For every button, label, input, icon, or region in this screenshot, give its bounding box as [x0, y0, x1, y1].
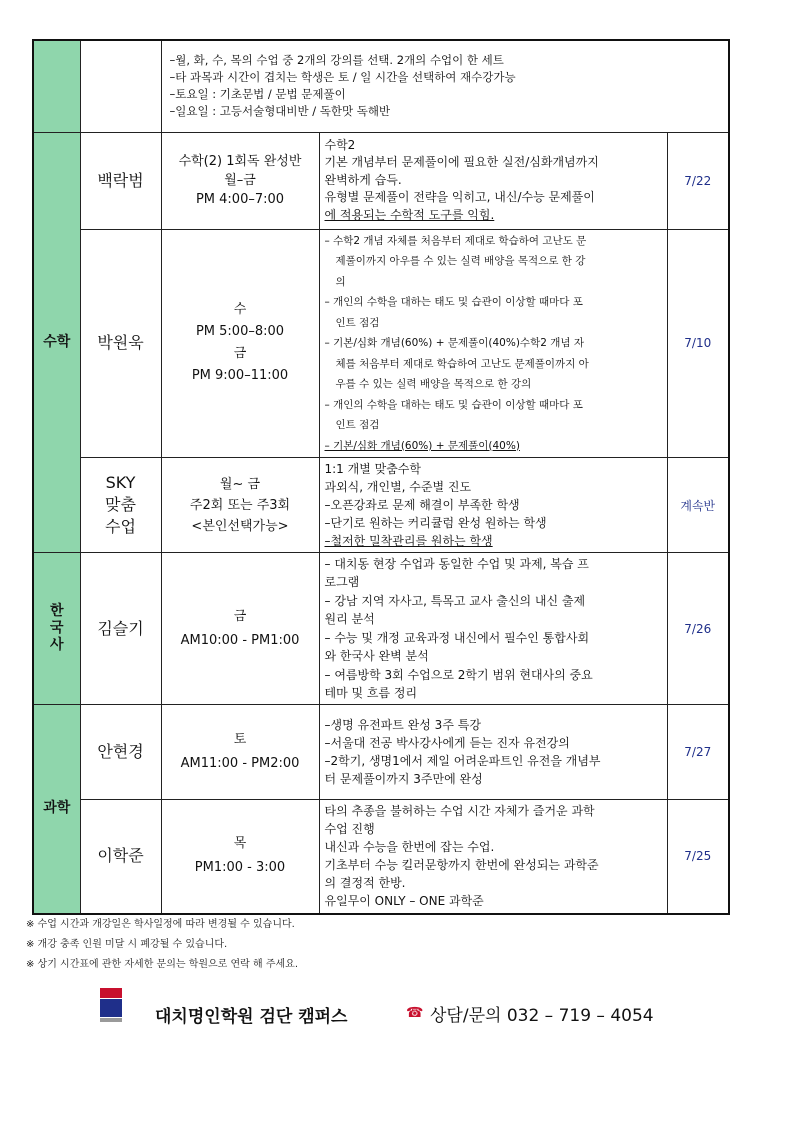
schedule-line: 금: [233, 608, 247, 624]
description-line: 테마 및 흐름 정리: [324, 686, 418, 700]
schedule-line: 토: [233, 732, 247, 747]
description-line: 수업 진행: [324, 822, 375, 837]
schedule-line: 수: [233, 302, 247, 318]
intro-line: –토요일 : 기초문법 / 문법 문제풀이: [169, 87, 346, 102]
description-line: 체를 처음부터 제대로 학습하여 고난도 문제풀이까지 아: [335, 357, 589, 370]
description-line: –서울대 전공 박사강사에게 듣는 진자 유전강의: [324, 736, 570, 750]
start-date: 7/26: [667, 553, 729, 705]
schedule-line: 월–금: [224, 173, 256, 188]
schedule-cell: [161, 553, 319, 705]
schedule-cell: [161, 132, 319, 229]
description-cell: [319, 229, 667, 458]
description-line: 제풀이까지 아우를 수 있는 실력 배양을 목적으로 한 강: [335, 255, 586, 267]
teacher-name-line: SKY: [105, 473, 136, 492]
schedule-line: 월~ 금: [219, 476, 261, 492]
teacher-name: 백락범: [80, 132, 161, 229]
description-line: 의 결정적 한방.: [324, 876, 406, 891]
footnote: ※ 상기 시간표에 관한 자세한 문의는 학원으로 연락 해 주세요.: [26, 959, 299, 970]
description-line: – 강남 지역 자사고, 특목고 교사 출신의 내신 출제: [324, 593, 586, 608]
row-ahn: [33, 705, 729, 800]
description-line: 인트 점검: [335, 316, 380, 329]
description-line: 과외식, 개인별, 수준별 진도: [324, 480, 472, 494]
description-line: – 여름방학 3회 수업으로 2학기 범위 현대사의 중요: [324, 667, 593, 682]
footnote: ※ 개강 충족 인원 미달 시 폐강될 수 있습니다.: [26, 939, 228, 950]
teacher-name-line: 맞춤: [105, 495, 136, 514]
description-line: – 수능 및 개정 교육과정 내신에서 필수인 통합사회: [324, 630, 590, 645]
schedule-cell: [161, 800, 319, 914]
teacher-name-line: 수업: [105, 517, 136, 536]
description-line: 1:1 개별 맞춤수학: [324, 462, 421, 476]
description-line: – 개인의 수학을 대하는 태도 및 습관이 이상할 때마다 포: [324, 398, 583, 411]
start-date: 7/27: [667, 705, 729, 800]
intro-subject-cell: [33, 40, 80, 132]
intro-text: [161, 40, 729, 132]
description-line: 와 한국사 완벽 분석: [324, 649, 429, 663]
description-line: 기본 개념부터 문제풀이에 필요한 실전/심화개념까지: [324, 155, 599, 170]
schedule-line: <본인선택가능>: [191, 518, 289, 534]
description-cell: [319, 800, 667, 914]
start-date: 7/25: [667, 800, 729, 914]
row-lee: [33, 800, 729, 914]
schedule-cell: [161, 458, 319, 553]
description-cell: [319, 553, 667, 705]
subject-label: 한국사: [49, 603, 64, 653]
description-line: 의: [335, 275, 346, 288]
start-date: 7/22: [667, 132, 729, 229]
schedule-line: PM 5:00–8:00: [195, 324, 285, 340]
description-line: 터 문제풀이까지 3주만에 완성: [324, 772, 483, 786]
description-line: – 기본/심화 개념(60%) + 문제풀이(40%): [324, 439, 520, 452]
phone-icon: ☎: [406, 1005, 424, 1021]
description-line: –2학기, 생명1에서 제일 어려운파트인 유전을 개념부: [324, 754, 601, 768]
start-date: 7/10: [667, 229, 729, 458]
subject-math: 수학: [33, 132, 80, 553]
intro-teacher-cell: [80, 40, 161, 132]
description-line: 인트 점검: [335, 419, 380, 431]
footer: [100, 988, 740, 1028]
description-line: – 대치동 현장 수업과 동일한 수업 및 과제, 복습 프: [324, 556, 589, 571]
subject-korean-history: [33, 553, 80, 705]
schedule-cell: [161, 705, 319, 800]
description-line: 내신과 수능을 한번에 잡는 수업.: [324, 840, 495, 855]
description-line: 기초부터 수능 킬러문항까지 한번에 완성되는 과학준: [324, 858, 599, 873]
schedule-line: PM 4:00–7:00: [195, 192, 285, 207]
description-line: 완벽하게 습득.: [324, 172, 402, 187]
description-line: 유형별 문제풀이 전략을 익히고, 내신/수능 문제풀이: [324, 190, 595, 205]
description-line: 수학2: [324, 137, 356, 152]
schedule-line: 주2회 또는 주3회: [189, 497, 291, 513]
description-line: –생명 유전파트 완성 3주 특강: [324, 718, 481, 732]
schedule-line: AM11:00 - PM2:00: [180, 756, 300, 771]
intro-line: –타 과목과 시간이 겹치는 학생은 토 / 일 시간을 선택하여 재수강가능: [169, 70, 516, 85]
row-park: [33, 229, 729, 458]
schedule-cell: [161, 229, 319, 458]
contact-phone: 상담/문의 032 – 719 – 4054: [430, 1006, 654, 1026]
row-sky: [33, 458, 729, 553]
description-line: 에 적용되는 수학적 도구를 익힘.: [324, 207, 495, 222]
footnotes: [26, 915, 298, 975]
schedule-line: 금: [233, 346, 247, 362]
description-line: 원리 분석: [324, 612, 375, 626]
teacher-name: 이학준: [80, 800, 161, 914]
intro-row: [33, 40, 729, 132]
subject-science: 과학: [33, 705, 80, 914]
schedule-table: [32, 39, 730, 915]
description-line: – 수학2 개념 자체를 처음부터 제대로 학습하여 고난도 문: [324, 234, 587, 247]
row-kim: [33, 553, 729, 705]
description-line: –단기로 원하는 커리큘럼 완성 원하는 학생: [324, 516, 547, 530]
start-date: 계속반: [667, 458, 729, 553]
intro-line: –일요일 : 고등서술형대비반 / 독한맛 독해반: [169, 104, 391, 119]
description-line: – 기본/심화 개념(60%) + 문제풀이(40%)수학2 개념 자: [324, 337, 584, 349]
schedule-line: PM 9:00–11:00: [191, 368, 289, 384]
teacher-name: 김슬기: [80, 553, 161, 705]
footnote: ※ 수업 시간과 개강일은 학사일정에 따라 변경될 수 있습니다.: [26, 919, 295, 930]
description-line: 로그램: [324, 575, 360, 589]
description-cell: [319, 132, 667, 229]
schedule-line: PM1:00 - 3:00: [194, 860, 286, 876]
academy-name: 대치명인학원 검단 캠퍼스: [155, 1007, 348, 1027]
description-line: –철저한 밀착관리를 원하는 학생: [324, 534, 493, 548]
description-line: –오픈강좌로 문제 해결이 부족한 학생: [324, 498, 520, 512]
schedule-line: 목: [233, 836, 247, 852]
academy-logo-icon: [100, 988, 122, 1022]
teacher-name: 안현경: [80, 705, 161, 800]
description-cell: [319, 458, 667, 553]
description-line: 우를 수 있는 실력 배양을 목적으로 한 강의: [335, 378, 532, 390]
description-line: 유일무이 ONLY – ONE 과학준: [324, 894, 484, 909]
row-baek: [33, 132, 729, 229]
intro-line: –월, 화, 수, 목의 수업 중 2개의 강의를 선택. 2개의 수업이 한 세트: [169, 53, 504, 68]
description-line: – 개인의 수학을 대하는 태도 및 습관이 이상할 때마다 포: [324, 296, 583, 308]
schedule-line: AM10:00 - PM1:00: [180, 632, 300, 648]
description-cell: [319, 705, 667, 800]
description-line: 타의 추종을 불허하는 수업 시간 자체가 즐거운 과학: [324, 804, 595, 819]
teacher-name: 박원욱: [80, 229, 161, 458]
schedule-line: 수학(2) 1회독 완성반: [178, 154, 302, 169]
teacher-name: [80, 458, 161, 553]
